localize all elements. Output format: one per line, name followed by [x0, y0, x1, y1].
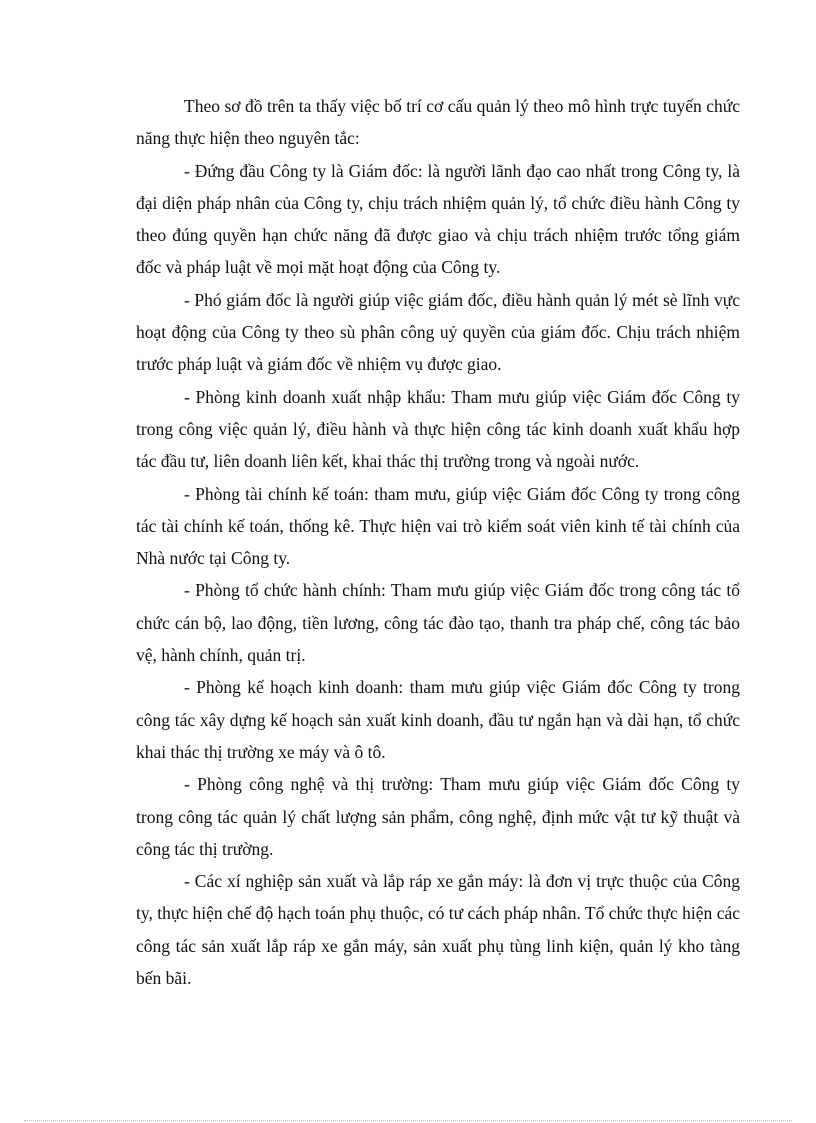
paragraph-director: - Đứng đầu Công ty là Giám đốc: là người lãnh đạo cao nhất trong Công ty, là đại diện pháp nhân của Công ty, chịu trách nhiệm quản lý, tổ chức điều hành Công ty theo đúng quyền hạn chức năng đã được giao và chịu trách nhiệm trước tổng giám đốc và pháp luật về mọi mặt hoạt động của Công ty.: [136, 160, 740, 278]
paragraph-business-planning-dept: - Phòng kế hoạch kinh doanh: tham mưu giúp việc Giám đốc Công ty trong công tác xây dựng kế hoạch sản xuất kinh doanh, đầu tư ngắn hạn và dài hạn, tổ chức khai thác thị trường xe máy và ô tô.: [136, 677, 740, 762]
paragraph-assembly-enterprises: - Các xí nghiệp sản xuất và lắp ráp xe gắn máy: là đơn vị trực thuộc của Công ty, thực hiện chế độ hạch toán phụ thuộc, có tư cách pháp nhân. Tổ chức thực hiện các công tác sản xuất lắp ráp xe gắn máy, sản xuất phụ tùng linh kiện, quản lý kho tàng bến bãi.: [136, 871, 740, 989]
paragraph-deputy-director: - Phó giám đốc là người giúp việc giám đốc, điều hành quản lý mét sè lĩnh vực hoạt động của Công ty theo sù phân công uỷ quyền của giám đốc. Chịu trách nhiệm trước pháp luật và giám đốc về nhiệm vụ được giao.: [136, 289, 740, 375]
page-bottom-divider: [24, 1120, 792, 1121]
paragraph-import-export-dept: - Phòng kinh doanh xuất nhập khẩu: Tham mưu giúp việc Giám đốc Công ty trong công việc quản lý, điều hành và thực hiện công tác kinh doanh xuất khẩu hợp tác đầu tư, liên doanh liên kết, khai thác thị trường trong và ngoài nước.: [136, 386, 740, 472]
paragraph-technology-market-dept: - Phòng công nghệ và thị trường: Tham mưu giúp việc Giám đốc Công ty trong công tác quản lý chất lượng sản phẩm, công nghệ, định mức vật tư kỹ thuật và công tác thị trường.: [136, 774, 740, 859]
document-body: [136, 90, 740, 994]
paragraph-admin-dept: - Phòng tổ chức hành chính: Tham mưu giúp việc Giám đốc trong công tác tổ chức cán bộ, lao động, tiền lương, công tác đào tạo, thanh tra pháp chế, công tác bảo vệ, hành chính, quản trị.: [136, 580, 740, 666]
paragraph-finance-accounting-dept: - Phòng tài chính kế toán: tham mưu, giúp việc Giám đốc Công ty trong công tác tài chính kế toán, thống kê. Thực hiện vai trò kiểm soát viên kinh tế tài chính của Nhà nước tại Công ty.: [136, 483, 740, 569]
paragraph-intro: Theo sơ đồ trên ta thấy việc bố trí cơ cấu quản lý theo mô hình trực tuyến chức năng thực hiện theo nguyên tắc:: [136, 96, 740, 149]
